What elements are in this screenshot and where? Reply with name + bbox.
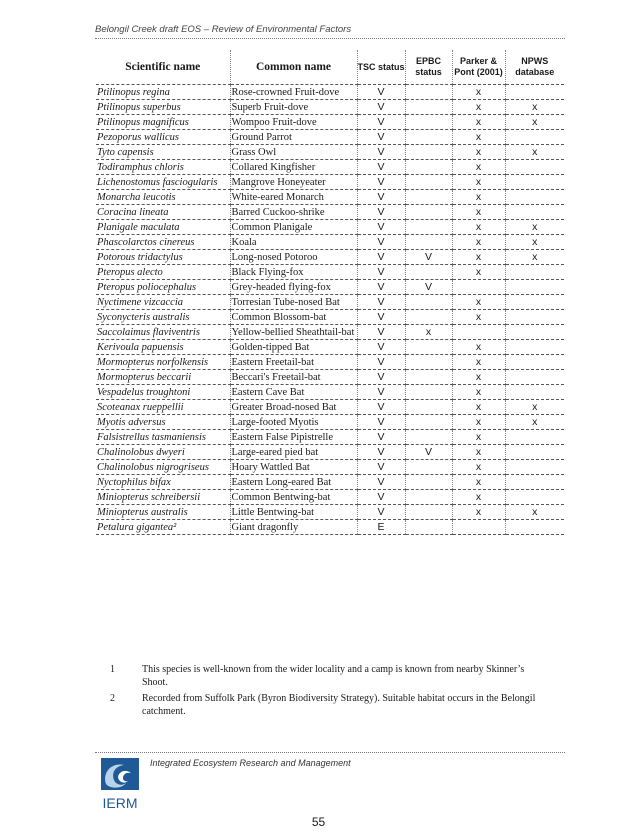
scientific-name-cell: Chalinolobus nigrogriseus: [96, 460, 230, 475]
npws-database-cell: [505, 295, 564, 310]
table-row: [96, 505, 564, 520]
common-name-cell: Grass Owl: [230, 145, 357, 160]
table-row: [96, 205, 564, 220]
npws-database-cell: [505, 130, 564, 145]
epbc-status-cell: [405, 145, 452, 160]
npws-database-cell: x: [505, 250, 564, 265]
common-name-cell: Koala: [230, 235, 357, 250]
parker-pont-cell: x: [452, 415, 505, 430]
table-row: [96, 445, 564, 460]
tsc-status-cell: V: [357, 85, 405, 100]
parker-pont-cell: x: [452, 160, 505, 175]
parker-pont-cell: x: [452, 490, 505, 505]
epbc-status-cell: [405, 265, 452, 280]
column-header-npws-database: NPWS database: [505, 50, 564, 85]
tsc-status-cell: V: [357, 235, 405, 250]
parker-pont-cell: x: [452, 340, 505, 355]
tsc-status-cell: V: [357, 310, 405, 325]
tsc-status-cell: E: [357, 520, 405, 535]
epbc-status-cell: [405, 310, 452, 325]
column-header-tsc-status: TSC status: [357, 50, 405, 85]
table-row: [96, 220, 564, 235]
parker-pont-cell: x: [452, 205, 505, 220]
table-row: [96, 235, 564, 250]
epbc-status-cell: [405, 115, 452, 130]
table-row: [96, 130, 564, 145]
parker-pont-cell: x: [452, 250, 505, 265]
tsc-status-cell: V: [357, 370, 405, 385]
table-row: [96, 175, 564, 190]
table-row: [96, 85, 564, 100]
npws-database-cell: x: [505, 415, 564, 430]
epbc-status-cell: [405, 85, 452, 100]
table-row: [96, 520, 564, 535]
common-name-cell: Greater Broad-nosed Bat: [230, 400, 357, 415]
table-row: [96, 160, 564, 175]
table-row: [96, 190, 564, 205]
epbc-status-cell: [405, 415, 452, 430]
tsc-status-cell: V: [357, 145, 405, 160]
epbc-status-cell: [405, 205, 452, 220]
common-name-cell: Large-footed Myotis: [230, 415, 357, 430]
scientific-name-cell: Pteropus poliocephalus: [96, 280, 230, 295]
parker-pont-cell: x: [452, 370, 505, 385]
tsc-status-cell: V: [357, 190, 405, 205]
common-name-cell: Black Flying-fox: [230, 265, 357, 280]
tsc-status-cell: V: [357, 280, 405, 295]
footnote-number: 2: [110, 693, 115, 704]
table-row: [96, 490, 564, 505]
parker-pont-cell: x: [452, 445, 505, 460]
table-row: [96, 250, 564, 265]
npws-database-cell: [505, 310, 564, 325]
parker-pont-cell: x: [452, 175, 505, 190]
epbc-status-cell: [405, 400, 452, 415]
table-row: [96, 355, 564, 370]
parker-pont-cell: x: [452, 190, 505, 205]
epbc-status-cell: V: [405, 250, 452, 265]
tsc-status-cell: V: [357, 205, 405, 220]
npws-database-cell: [505, 520, 564, 535]
scientific-name-cell: Saccolaimus flaviventris: [96, 325, 230, 340]
parker-pont-cell: x: [452, 400, 505, 415]
parker-pont-cell: x: [452, 100, 505, 115]
scientific-name-cell: Planigale maculata: [96, 220, 230, 235]
scientific-name-cell: Monarcha leucotis: [96, 190, 230, 205]
npws-database-cell: [505, 325, 564, 340]
tsc-status-cell: V: [357, 250, 405, 265]
scientific-name-cell: Pezoporus wallicus: [96, 130, 230, 145]
header-divider: [95, 38, 565, 39]
tsc-status-cell: V: [357, 295, 405, 310]
common-name-cell: Yellow-bellied Sheathtail-bat: [230, 325, 357, 340]
npws-database-cell: [505, 355, 564, 370]
tsc-status-cell: V: [357, 430, 405, 445]
scientific-name-cell: Scoteanax rueppellii: [96, 400, 230, 415]
scientific-name-cell: Todiramphus chloris: [96, 160, 230, 175]
common-name-cell: Eastern Long-eared Bat: [230, 475, 357, 490]
parker-pont-cell: x: [452, 220, 505, 235]
scientific-name-cell: Phascolarctos cinereus: [96, 235, 230, 250]
npws-database-cell: x: [505, 220, 564, 235]
parker-pont-cell: x: [452, 295, 505, 310]
logo-text: IERM: [102, 795, 138, 810]
npws-database-cell: [505, 85, 564, 100]
table-row: [96, 115, 564, 130]
organisation-name: Integrated Ecosystem Research and Management: [150, 758, 351, 768]
page-number: 55: [311, 815, 326, 829]
parker-pont-cell: x: [452, 235, 505, 250]
parker-pont-cell: x: [452, 475, 505, 490]
common-name-cell: Torresian Tube-nosed Bat: [230, 295, 357, 310]
tsc-status-cell: V: [357, 355, 405, 370]
npws-database-cell: [505, 190, 564, 205]
wave-logo-icon: [98, 758, 142, 810]
epbc-status-cell: [405, 460, 452, 475]
parker-pont-cell: [452, 520, 505, 535]
epbc-status-cell: [405, 130, 452, 145]
common-name-cell: Eastern Freetail-bat: [230, 355, 357, 370]
common-name-cell: Little Bentwing-bat: [230, 505, 357, 520]
table-row: [96, 430, 564, 445]
epbc-status-cell: [405, 160, 452, 175]
scientific-name-cell: Syconycteris australis: [96, 310, 230, 325]
npws-database-cell: [505, 445, 564, 460]
common-name-cell: Eastern False Pipistrelle: [230, 430, 357, 445]
scientific-name-cell: Nyctimene vizcaccia: [96, 295, 230, 310]
footnote: [110, 663, 546, 689]
footnote-number: 1: [110, 664, 115, 675]
npws-database-cell: [505, 205, 564, 220]
footnote: [110, 692, 546, 718]
scientific-name-cell: Chalinolobus dwyeri: [96, 445, 230, 460]
epbc-status-cell: [405, 175, 452, 190]
table-row: [96, 370, 564, 385]
footnote-text: Recorded from Suffolk Park (Byron Biodiversity Strategy). Suitable habitat occurs in the Belongil catchment.: [142, 693, 536, 717]
npws-database-cell: [505, 340, 564, 355]
scientific-name-cell: Lichenostomus fasciogularis: [96, 175, 230, 190]
footnote-text: This species is well-known from the wider locality and a camp is known from nearby Skinner’s Shoot.: [142, 664, 525, 688]
table-row: [96, 310, 564, 325]
common-name-cell: Large-eared pied bat: [230, 445, 357, 460]
parker-pont-cell: x: [452, 355, 505, 370]
tsc-status-cell: V: [357, 400, 405, 415]
common-name-cell: White-eared Monarch: [230, 190, 357, 205]
common-name-cell: Mangrove Honeyeater: [230, 175, 357, 190]
common-name-cell: Beccari's Freetail-bat: [230, 370, 357, 385]
parker-pont-cell: x: [452, 310, 505, 325]
scientific-name-cell: Myotis adversus: [96, 415, 230, 430]
footer-divider: [95, 752, 565, 753]
common-name-cell: Wompoo Fruit-dove: [230, 115, 357, 130]
tsc-status-cell: V: [357, 220, 405, 235]
parker-pont-cell: x: [452, 505, 505, 520]
epbc-status-cell: V: [405, 445, 452, 460]
scientific-name-cell: Mormopterus beccarii: [96, 370, 230, 385]
parker-pont-cell: x: [452, 145, 505, 160]
epbc-status-cell: [405, 475, 452, 490]
column-header-common-name: Common name: [230, 50, 357, 85]
scientific-name-cell: Ptilinopus superbus: [96, 100, 230, 115]
epbc-status-cell: x: [405, 325, 452, 340]
epbc-status-cell: [405, 100, 452, 115]
parker-pont-cell: x: [452, 265, 505, 280]
scientific-name-cell: Petalura gigantea²: [96, 520, 230, 535]
scientific-name-cell: Coracina lineata: [96, 205, 230, 220]
table-row: [96, 460, 564, 475]
npws-database-cell: x: [505, 115, 564, 130]
npws-database-cell: [505, 280, 564, 295]
scientific-name-cell: Kerivoula papuensis: [96, 340, 230, 355]
epbc-status-cell: [405, 385, 452, 400]
parker-pont-cell: x: [452, 130, 505, 145]
tsc-status-cell: V: [357, 325, 405, 340]
tsc-status-cell: V: [357, 115, 405, 130]
table-row: [96, 100, 564, 115]
table-row: [96, 340, 564, 355]
npws-database-cell: x: [505, 235, 564, 250]
epbc-status-cell: [405, 520, 452, 535]
npws-database-cell: x: [505, 505, 564, 520]
tsc-status-cell: V: [357, 445, 405, 460]
table-header-row: [96, 50, 564, 85]
common-name-cell: Collared Kingfisher: [230, 160, 357, 175]
running-header: Belongil Creek draft EOS – Review of Environmental Factors: [95, 24, 352, 35]
common-name-cell: Golden-tipped Bat: [230, 340, 357, 355]
epbc-status-cell: [405, 295, 452, 310]
table-row: [96, 145, 564, 160]
common-name-cell: Grey-headed flying-fox: [230, 280, 357, 295]
tsc-status-cell: V: [357, 100, 405, 115]
npws-database-cell: x: [505, 400, 564, 415]
table-row: [96, 400, 564, 415]
common-name-cell: Common Planigale: [230, 220, 357, 235]
tsc-status-cell: V: [357, 415, 405, 430]
epbc-status-cell: V: [405, 280, 452, 295]
epbc-status-cell: [405, 355, 452, 370]
table-row: [96, 325, 564, 340]
tsc-status-cell: V: [357, 490, 405, 505]
table-row: [96, 295, 564, 310]
tsc-status-cell: V: [357, 460, 405, 475]
epbc-status-cell: [405, 505, 452, 520]
scientific-name-cell: Nyctophilus bifax: [96, 475, 230, 490]
epbc-status-cell: [405, 235, 452, 250]
scientific-name-cell: Ptilinopus magnificus: [96, 115, 230, 130]
table-row: [96, 475, 564, 490]
species-table: [96, 50, 564, 535]
epbc-status-cell: [405, 490, 452, 505]
npws-database-cell: [505, 175, 564, 190]
table-row: [96, 280, 564, 295]
parker-pont-cell: [452, 325, 505, 340]
parker-pont-cell: x: [452, 85, 505, 100]
common-name-cell: Superb Fruit-dove: [230, 100, 357, 115]
scientific-name-cell: Miniopterus schreibersii: [96, 490, 230, 505]
common-name-cell: Common Bentwing-bat: [230, 490, 357, 505]
scientific-name-cell: Ptilinopus regina: [96, 85, 230, 100]
scientific-name-cell: Potorous tridactylus: [96, 250, 230, 265]
common-name-cell: Giant dragonfly: [230, 520, 357, 535]
parker-pont-cell: x: [452, 385, 505, 400]
table-row: [96, 415, 564, 430]
tsc-status-cell: V: [357, 175, 405, 190]
tsc-status-cell: V: [357, 385, 405, 400]
parker-pont-cell: x: [452, 460, 505, 475]
scientific-name-cell: Tyto capensis: [96, 145, 230, 160]
column-header-epbc-status: EPBC status: [405, 50, 452, 85]
epbc-status-cell: [405, 340, 452, 355]
npws-database-cell: x: [505, 100, 564, 115]
scientific-name-cell: Vespadelus troughtoni: [96, 385, 230, 400]
parker-pont-cell: x: [452, 115, 505, 130]
scientific-name-cell: Falsistrellus tasmaniensis: [96, 430, 230, 445]
scientific-name-cell: Miniopterus australis: [96, 505, 230, 520]
npws-database-cell: [505, 460, 564, 475]
npws-database-cell: [505, 265, 564, 280]
npws-database-cell: [505, 385, 564, 400]
tsc-status-cell: V: [357, 475, 405, 490]
common-name-cell: Hoary Wattled Bat: [230, 460, 357, 475]
tsc-status-cell: V: [357, 130, 405, 145]
column-header-scientific-name: Scientific name: [96, 50, 230, 85]
tsc-status-cell: V: [357, 505, 405, 520]
footnotes: [110, 663, 546, 721]
npws-database-cell: [505, 160, 564, 175]
column-header-parker-pont: Parker & Pont (2001): [452, 50, 505, 85]
epbc-status-cell: [405, 190, 452, 205]
parker-pont-cell: x: [452, 430, 505, 445]
table-body: [96, 85, 564, 535]
scientific-name-cell: Pteropus alecto: [96, 265, 230, 280]
common-name-cell: Long-nosed Potoroo: [230, 250, 357, 265]
epbc-status-cell: [405, 370, 452, 385]
common-name-cell: Eastern Cave Bat: [230, 385, 357, 400]
npws-database-cell: [505, 475, 564, 490]
table-row: [96, 265, 564, 280]
epbc-status-cell: [405, 220, 452, 235]
npws-database-cell: [505, 490, 564, 505]
parker-pont-cell: [452, 280, 505, 295]
npws-database-cell: [505, 430, 564, 445]
common-name-cell: Barred Cuckoo-shrike: [230, 205, 357, 220]
scientific-name-cell: Mormopterus norfolkensis: [96, 355, 230, 370]
npws-database-cell: [505, 370, 564, 385]
tsc-status-cell: V: [357, 265, 405, 280]
npws-database-cell: x: [505, 145, 564, 160]
tsc-status-cell: V: [357, 340, 405, 355]
table-row: [96, 385, 564, 400]
common-name-cell: Common Blossom-bat: [230, 310, 357, 325]
common-name-cell: Ground Parrot: [230, 130, 357, 145]
common-name-cell: Rose-crowned Fruit-dove: [230, 85, 357, 100]
epbc-status-cell: [405, 430, 452, 445]
tsc-status-cell: V: [357, 160, 405, 175]
